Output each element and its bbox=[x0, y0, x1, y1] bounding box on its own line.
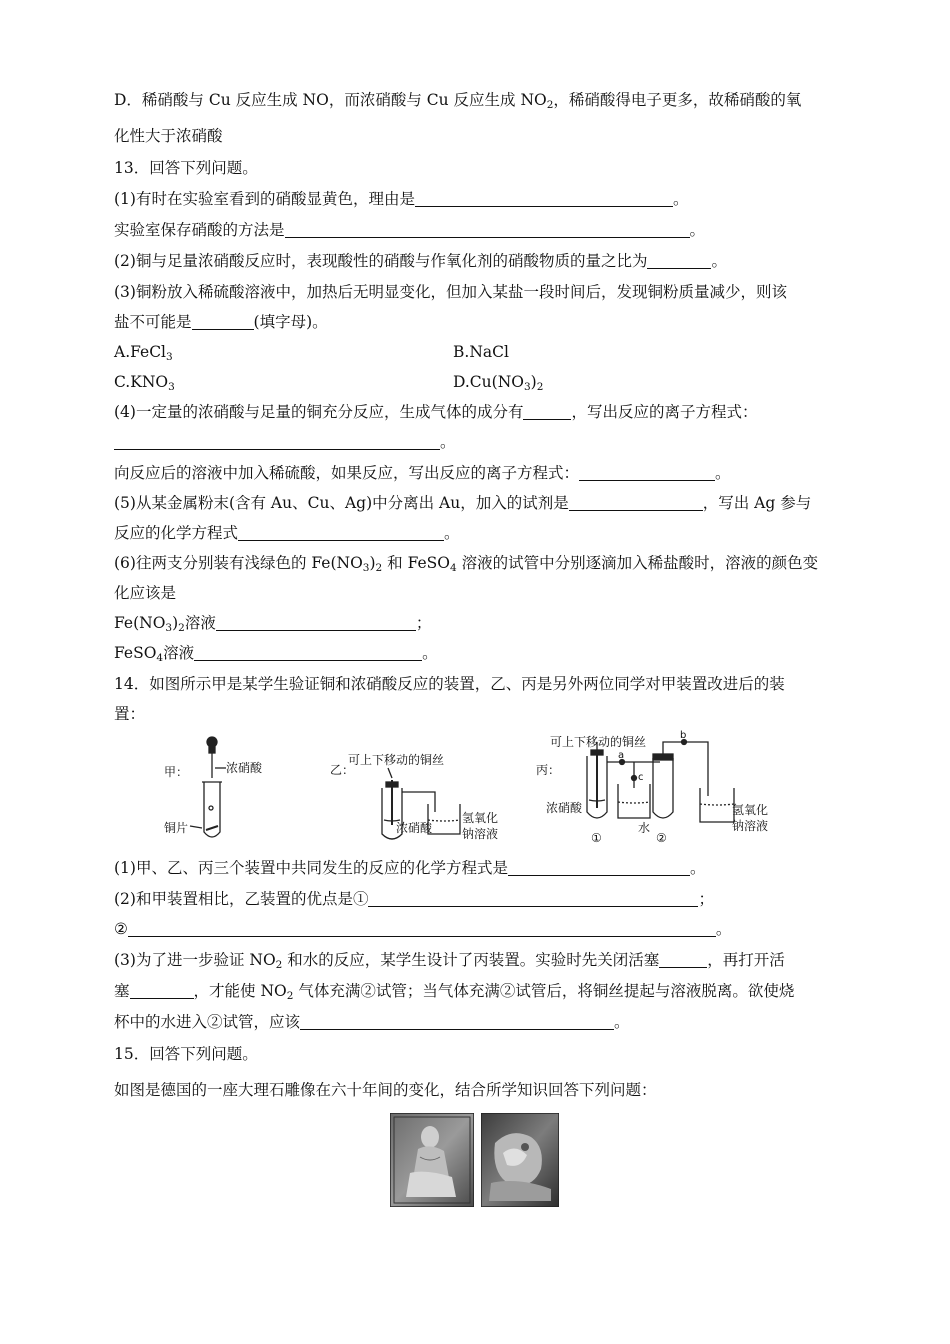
q13-option-d: $D.Cu(NO_3)_2$ bbox=[453, 373, 544, 393]
label-yi-wire: 可上下移动的铜丝 bbox=[348, 753, 445, 767]
tube-2 bbox=[653, 758, 673, 818]
q15-title: 15．回答下列问题。 bbox=[114, 1045, 258, 1063]
q15-intro: 如图是德国的一座大理石雕像在六十年间的变化，结合所学知识回答下列问题： bbox=[114, 1081, 657, 1099]
answer-blank[interactable] bbox=[285, 222, 690, 238]
q13-part2: (2)铜与足量浓硝酸反应时，表现酸性的硝酸与作氧化剂的硝酸物质的量之比为 。 bbox=[114, 252, 727, 270]
beaker-water bbox=[618, 784, 650, 818]
q14-stem-line1: 14．如图所示甲是某学生验证铜和浓硝酸反应的装置，乙、丙是另外两位同学对甲装置改进后的装 bbox=[114, 675, 785, 693]
label-tube-1: ① bbox=[591, 831, 602, 845]
label-yi-naoh1: 氢氧化 bbox=[462, 811, 499, 825]
q13-title: 13．回答下列问题。 bbox=[114, 159, 258, 177]
q13-part4-line3: 向反应后的溶液中加入稀硫酸，如果反应，写出反应的离子方程式： 。 bbox=[114, 464, 731, 482]
q14-part3-line1: (3)为了进一步验证 $NO_2$ 和水的反应，某学生设计了丙装置。实验时先关闭活塞 ，再打开活 bbox=[114, 951, 785, 971]
answer-blank[interactable] bbox=[238, 525, 444, 541]
answer-blank[interactable] bbox=[569, 495, 703, 511]
dropper-bulb-icon bbox=[207, 737, 217, 747]
apparatus-figure bbox=[160, 730, 800, 848]
answer-blank[interactable] bbox=[659, 952, 707, 968]
q13-part1-line2: 实验室保存硝酸的方法是 。 bbox=[114, 221, 706, 239]
answer-blank[interactable] bbox=[579, 465, 715, 481]
label-valve-b: b bbox=[680, 730, 687, 741]
answer-blank[interactable] bbox=[415, 191, 673, 207]
answer-blank[interactable] bbox=[194, 645, 422, 661]
label-bing-water: 水 bbox=[638, 821, 651, 835]
answer-blank[interactable] bbox=[300, 1014, 614, 1030]
q12-option-d-line2: 化性大于浓硝酸 bbox=[114, 127, 223, 145]
q13-option-c: $C.KNO_3$ bbox=[114, 373, 175, 393]
q13-part4-line2: 。 bbox=[114, 432, 456, 452]
beaker-yi bbox=[428, 804, 460, 834]
q14-part2-line2: ② 。 bbox=[114, 920, 732, 938]
label-bing-acid: 浓硝酸 bbox=[546, 801, 583, 815]
answer-blank[interactable] bbox=[523, 404, 571, 420]
answer-blank[interactable] bbox=[647, 253, 711, 269]
q13-option-b: B.NaCl bbox=[453, 343, 509, 361]
q14-part3-line2: 塞 ，才能使 $NO_2$ 气体充满②试管；当气体充满②试管后，将铜丝提起与溶液脱离。欲使烧 bbox=[114, 982, 795, 1002]
label-jia-acid: 浓硝酸 bbox=[226, 761, 263, 775]
q13-part6-line3: $Fe(NO_3)_2$溶液 ； bbox=[114, 614, 432, 634]
q14-part1: (1)甲、乙、丙三个装置中共同发生的反应的化学方程式是 。 bbox=[114, 859, 706, 877]
statue-photo-after bbox=[481, 1113, 559, 1207]
answer-blank[interactable] bbox=[128, 921, 716, 937]
q13-part3-line2: 盐不可能是 (填字母)。 bbox=[114, 313, 328, 331]
label-tube-2: ② bbox=[656, 831, 667, 845]
q13-part5-line2: 反应的化学方程式 。 bbox=[114, 524, 460, 542]
label-bing: 丙： bbox=[536, 763, 561, 777]
q13-part5-line1: (5)从某金属粉末(含有 Au、Cu、Ag)中分离出 Au，加入的试剂是 ，写出 Ag 参与 bbox=[114, 494, 812, 512]
q14-stem-line2: 置： bbox=[114, 705, 146, 723]
answer-blank[interactable] bbox=[508, 860, 690, 876]
answer-blank[interactable] bbox=[130, 983, 194, 999]
label-yi-acid: 浓硝酸 bbox=[396, 821, 433, 835]
label-bing-naoh1: 氢氧化 bbox=[732, 803, 769, 817]
q14-part3-line3: 杯中的水进入②试管，应该 。 bbox=[114, 1013, 630, 1031]
answer-blank[interactable] bbox=[368, 891, 698, 907]
label-bing-wire: 可上下移动的铜丝 bbox=[550, 735, 647, 749]
q13-part3-line1: (3)铜粉放入稀硫酸溶液中，加热后无明显变化，但加入某盐一段时间后，发现铜粉质量减少，则该 bbox=[114, 283, 787, 301]
answer-blank[interactable] bbox=[114, 434, 440, 450]
statue-photo-before bbox=[390, 1113, 474, 1207]
q12-option-d-line1: D．稀硝酸与 Cu 反应生成 NO，而浓硝酸与 Cu 反应生成 $NO_2$，稀硝酸得电子更多，故稀硝酸的氧 bbox=[114, 91, 802, 111]
label-yi-naoh2: 钠溶液 bbox=[462, 827, 499, 841]
answer-blank[interactable] bbox=[192, 314, 254, 330]
q13-part1-line1: (1)有时在实验室看到的硝酸显黄色，理由是 。 bbox=[114, 190, 689, 208]
answer-blank[interactable] bbox=[216, 615, 416, 631]
label-valve-a: a bbox=[618, 750, 625, 761]
label-bing-naoh2: 钠溶液 bbox=[732, 819, 769, 833]
label-jia-copper: 铜片 bbox=[164, 821, 189, 835]
q13-part6-line2: 化应该是 bbox=[114, 584, 177, 602]
q14-part2-line1: (2)和甲装置相比，乙装置的优点是① ； bbox=[114, 890, 714, 908]
label-jia: 甲： bbox=[164, 765, 189, 779]
label-yi: 乙： bbox=[330, 763, 355, 777]
q13-part4-line1: (4)一定量的浓硝酸与足量的铜充分反应，生成气体的成分有 ，写出反应的离子方程式： bbox=[114, 403, 758, 421]
q13-option-a: A.FeCl$_3$ bbox=[114, 343, 173, 363]
q13-part6-line1: (6)往两支分别装有浅绿色的 $Fe(NO_3)_2$ 和 FeSO$_4$ 溶液的试管中分别逐滴加入稀盐酸时，溶液的颜色变 bbox=[114, 554, 819, 574]
q13-part6-line4: FeSO$_4$溶液 。 bbox=[114, 644, 438, 664]
label-valve-c: c bbox=[638, 772, 644, 783]
